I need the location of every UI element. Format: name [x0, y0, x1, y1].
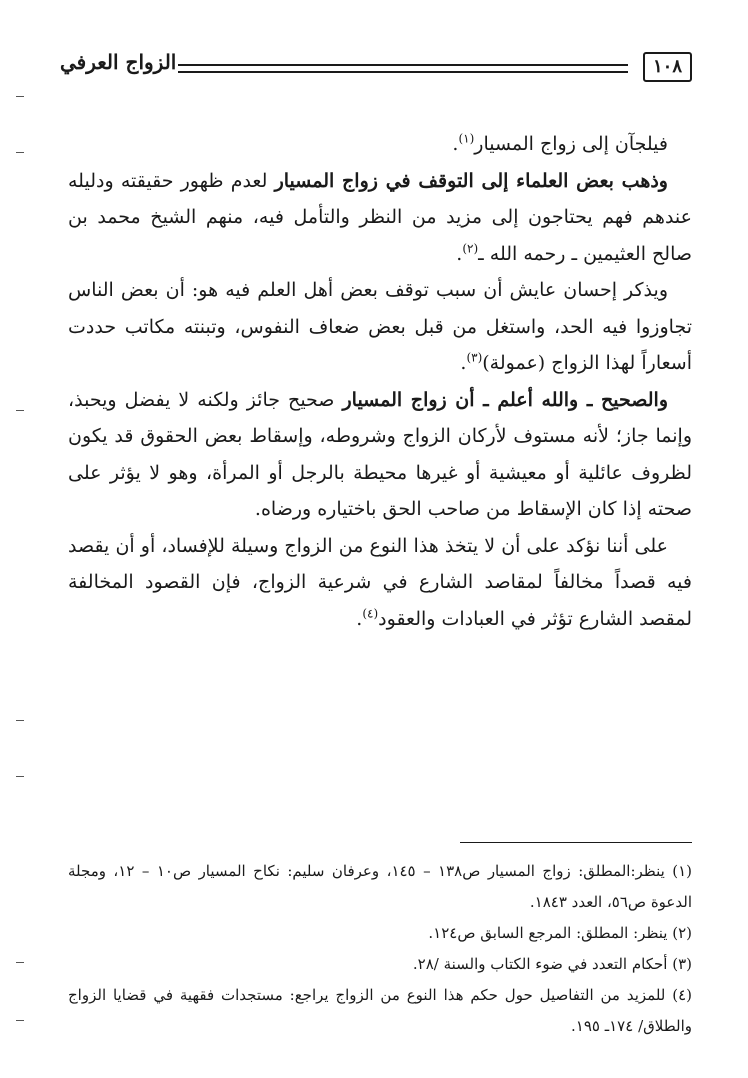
margin-mark [16, 776, 24, 777]
page-number: ١٠٨ [643, 52, 692, 82]
paragraph-text: على أننا نؤكد على أن لا يتخذ هذا النوع من الزواج وسيلة للإفساد، أو أن يقصد فيه قصداً مخالفاً لمقاصد الشارع في شرعية الزواج، فإن القصود المخالفة لمقصد الشارع تؤثر في العبادات والعقود [68, 534, 692, 630]
footnote-ref[interactable]: (٤) [362, 606, 379, 621]
main-text [68, 126, 692, 637]
footnote: (١) ينظر:المطلق: زواج المسيار ص١٣٨ – ١٤٥، وعرفان سليم: نكاح المسيار ص١٠ – ١٢، ومجلة الدعوة ص٥٦، العدد ١٨٤٣. [68, 862, 693, 911]
paragraph-text: ويذكر إحسان عايش أن سبب توقف بعض أهل العلم فيه هو: أن بعض الناس تجاوزوا فيه الحد، واستغل من قبل بعض ضعاف النفوس، وتبنته مكاتب حددت أسعاراً لهذا الزواج (عمولة) [68, 279, 692, 374]
margin-mark [16, 962, 24, 963]
paragraph [68, 382, 692, 528]
margin-mark [16, 1020, 24, 1021]
paragraph-text: . [460, 352, 467, 374]
margin-mark [16, 96, 24, 97]
footnote: (٢) ينظر: المطلق: المرجع السابق ص١٢٤. [428, 924, 692, 942]
footnote-ref[interactable]: (١) [458, 131, 475, 146]
footnote-ref[interactable]: (٣) [466, 350, 483, 365]
paragraph-bold-text: وذهب بعض العلماء إلى التوقف في زواج المسيار [274, 169, 668, 192]
footnote-separator [460, 842, 692, 843]
margin-mark [16, 152, 24, 153]
page-header [60, 48, 692, 88]
paragraph-text: لعدم ظهور حقيقته ودليله عندهم فهم يحتاجون إلى مزيد من النظر والتأمل فيه، منهم الشيخ محمد بن صالح العثيمين ـ رحمه الله ـ [68, 169, 692, 265]
paragraph-text: . [452, 133, 459, 155]
paragraph [68, 272, 692, 382]
paragraph [68, 163, 692, 273]
header-rule [178, 64, 628, 73]
footnotes [68, 856, 692, 1042]
running-title: الزواج العرفي [60, 50, 177, 74]
paragraph-text: . [356, 607, 363, 630]
paragraph-text: صحيح جائز ولكنه لا يفضل ويحبذ، وإنما جاز؛ لأنه مستوف لأركان الزواج وشروطه، وإسقاط بعض الحقوق قد يكون لظروف عائلية أو معيشية أو غيرها محيطة بالرجل أو المرأة، وهو لا يؤثر على صحته إذا كان الإسقاط من صاحب الحق باختياره ورضاه. [68, 388, 692, 520]
footnote: (٣) أحكام التعدد في ضوء الكتاب والسنة /٢٨. [412, 955, 692, 973]
footnote-ref[interactable]: (٢) [462, 241, 479, 256]
paragraph [68, 126, 692, 163]
footnote: (٤) للمزيد من التفاصيل حول حكم هذا النوع من الزواج يراجع: مستجدات فقهية في قضايا الزواج والطلاق/ ١٧٤ـ ١٩٥. [68, 986, 692, 1035]
paragraph [68, 528, 692, 638]
margin-mark [16, 720, 24, 721]
margin-mark [16, 410, 24, 411]
paragraph-text: فيلجآن إلى زواج المسيار [474, 133, 668, 155]
paragraph-bold-text: والصحيح ـ والله أعلم ـ أن زواج المسيار [342, 388, 668, 411]
paragraph-text: . [456, 242, 463, 265]
